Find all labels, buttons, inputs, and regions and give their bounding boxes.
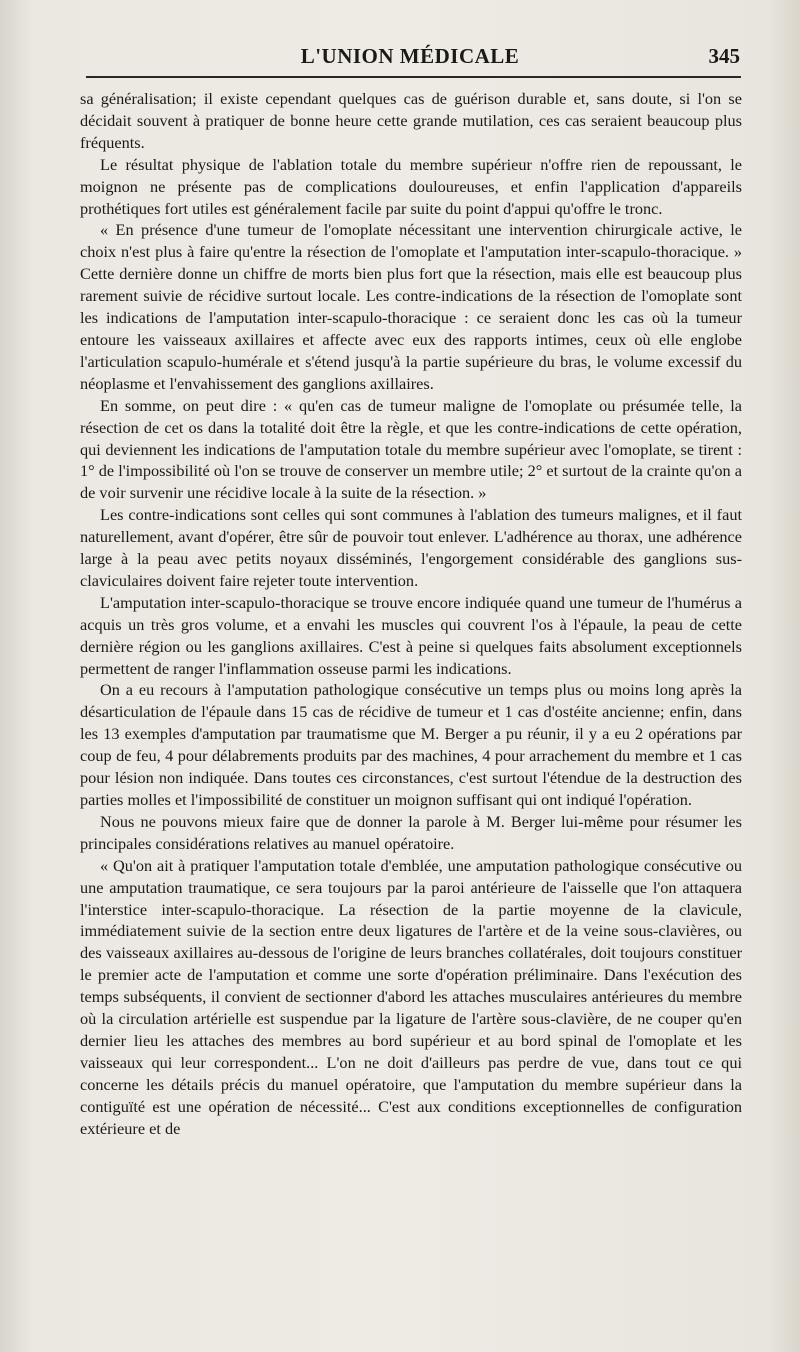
paragraph: sa généralisation; il existe cependant quelques cas de guérison durable et, sans doute, si l'on se décidait souvent à pratiquer de bonne heure cette grande mutilation, ces cas seraient beaucoup plus fréquents. [80, 89, 742, 152]
paragraph: En somme, on peut dire : « qu'en cas de tumeur maligne de l'omoplate ou présumée telle, la résection de cet os dans la totalité doit être la règle, et que les contre-indications de cette opération, qui deviennent les indications de l'amputation totale du membre supérieur avec l'omoplate, se tirent : 1° de l'impossibilité où l'on se trouve de conserver un membre utile; 2° et surtout de la crainte qu'on a de voir survenir une récidive locale à la suite de la résection. » [80, 395, 742, 503]
page-number: 345 [708, 44, 740, 68]
paragraph: L'amputation inter-scapulo-thoracique se trouve encore indiquée quand une tumeur de l'humérus a acquis un très gros volume, et a envahi les muscles qui couvrent l'os à l'épaule, la peau de cette dernière région ou les ganglions axillaires. C'est à peine si quelques faits absolument exceptionnels permettent de ranger l'inflammation osseuse parmi les indications. [80, 592, 742, 678]
page-header [80, 44, 740, 74]
paragraph: Les contre-indications sont celles qui sont communes à l'ablation des tumeurs malignes, et il faut naturellement, avant d'opérer, être sûr de pouvoir tout enlever. L'adhérence au thorax, une adhérence large à la peau avec petits noyaux disséminés, l'engorgement considérable des ganglions sus-claviculaires doivent faire rejeter toute intervention. [80, 505, 742, 590]
paragraph: On a eu recours à l'amputation pathologique consécutive un temps plus ou moins long après la désarticulation de l'épaule dans 15 cas de récidive de tumeur et 1 cas d'ostéite ancienne; enfin, dans les 13 exemples d'amputation par traumatisme que M. Berger a pu réunir, il y a eu 2 opérations par coup de feu, 4 pour délabrements produits par des machines, 4 pour arrachement du membre et 1 cas pour lésion non indiquée. Dans toutes ces circonstances, c'est surtout l'étendue de la destruction des parties molles et l'impossibilité de constituer un moignon suffisant qui ont indiqué l'opération. [80, 680, 742, 809]
paragraph: « Qu'on ait à pratiquer l'amputation totale d'emblée, une amputation pathologique consécutive ou une amputation traumatique, ce sera toujours par la paroi antérieure de l'aisselle que l'on attaquera l'interstice inter-scapulo-thoracique. La résection de la partie moyenne de la clavicule, immédiatement suivie de la section entre deux ligatures de l'artère et de la veine sous-clavières, ou des vaisseaux axillaires au-dessous de l'origine de leurs branches collatérales, doit toujours constituer le premier acte de l'amputation et comme une sorte d'opération préliminaire. Dans l'exécution des temps subséquents, il convient de sectionner d'abord les attaches musculaires antérieures du membre où la circulation artérielle est suspendue par la ligature de l'artère sous-clavière, de ne couper qu'en dernier lieu les attaches des membres au bord supérieur et au bord spinal de l'omoplate et les vaisseaux qui leur correspondent... L'on ne doit d'ailleurs pas perdre de vue, dans tout ce qui concerne les détails précis du manuel opératoire, que l'amputation du membre supérieur dans la contiguïté est une opération de nécessité... C'est aux conditions exceptionnelles de configuration extérieure et de [80, 855, 742, 1138]
paragraph: Nous ne pouvons mieux faire que de donner la parole à M. Berger lui-même pour résumer les principales considérations relatives au manuel opératoire. [80, 811, 742, 853]
paragraph: « En présence d'une tumeur de l'omoplate nécessitant une intervention chirurgicale active, le choix n'est plus à faire qu'entre la résection de l'omoplate et l'amputation inter-scapulo-thoracique. » Cette dernière donne un chiffre de morts bien plus fort que la résection, mais elle est beaucoup plus rarement suivie de récidive surtout locale. Les contre-indications de la résection de l'omoplate sont les indications de l'amputation inter-scapulo-thoracique : ce seraient donc les cas où la tumeur entoure les vaisseaux axillaires et affecte avec eux des rapports intimes, ceux où elle englobe l'articulation scapulo-humérale et s'étend jusqu'à la partie supérieure du bras, le volume excessif du néoplasme et l'envahissement des ganglions axillaires. [80, 220, 742, 393]
header-rule [86, 76, 741, 78]
running-title: L'UNION MÉDICALE [300, 44, 520, 68]
paragraph: Le résultat physique de l'ablation totale du membre supérieur n'offre rien de repoussant, le moignon ne présente pas de complications douloureuses, et enfin l'application d'appareils prothétiques fort utiles est généralement facile par suite du point d'appui qu'offre le tronc. [80, 154, 742, 218]
body-text [80, 88, 742, 1140]
